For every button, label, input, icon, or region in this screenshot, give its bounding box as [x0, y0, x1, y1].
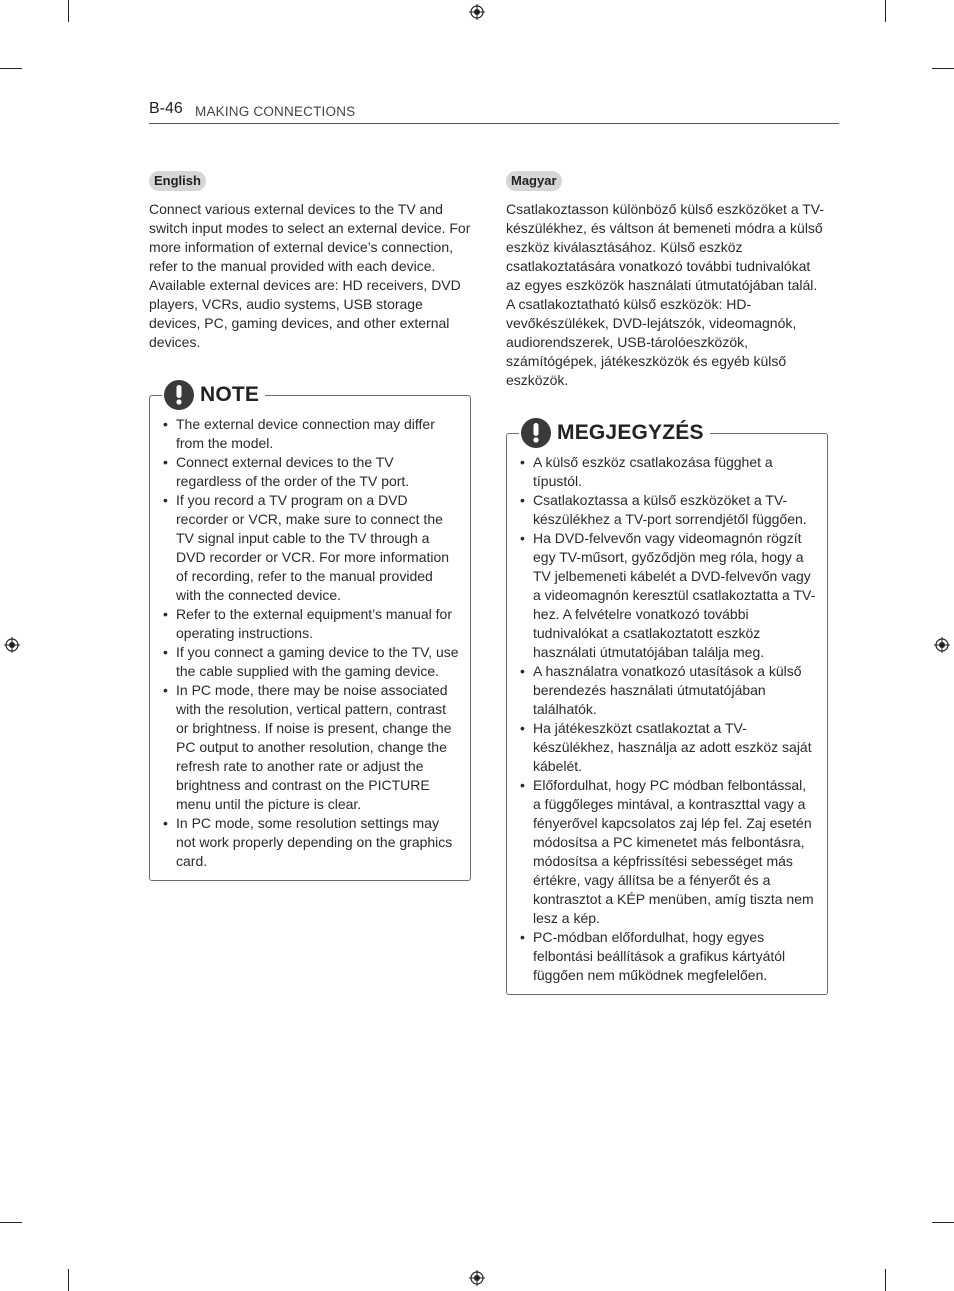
list-item: • A használatra vonatkozó utasítások a külső berendezés használati útmutatójában találhatók.: [533, 662, 817, 719]
list-item: • PC-módban előfordulhat, hogy egyes felbontási beállítások a grafikus kártyától függően nem működnek megfelelően.: [533, 928, 817, 985]
list-item: • If you record a TV program on a DVD recorder or VCR, make sure to connect the TV signal input cable to the TV through a DVD recorder or VCR. For more information of recording, refer to the manual provided with the connected device.: [176, 491, 460, 605]
note-list: [150, 415, 470, 871]
crop-mark: [0, 1222, 22, 1223]
intro-paragraph: Csatlakoztasson különböző külső eszközöket a TV-készülékhez, és váltson át bemeneti módra a külső eszköz kiválasztásához. Külső eszköz csatlakoztatására vonatkozó további tudnivalókat az egyes eszközök használati útmutatójában talál.: [506, 201, 825, 293]
note-list: [507, 453, 827, 985]
crop-mark: [68, 1269, 69, 1291]
list-item: • Connect external devices to the TV regardless of the order of the TV port.: [176, 453, 460, 491]
note-box: [506, 421, 828, 995]
exclamation-icon: [521, 418, 551, 448]
crop-mark: [885, 0, 886, 22]
exclamation-icon: [164, 380, 194, 410]
intro-paragraph: Available external devices are: HD receivers, DVD players, VCRs, audio systems, USB storage devices, PC, gaming devices, and other external devices.: [149, 277, 461, 350]
page-header: [149, 100, 839, 124]
list-item: • Refer to the external equipment’s manual for operating instructions.: [176, 605, 460, 643]
registration-mark-icon: [469, 4, 485, 20]
page-number: B-46: [149, 100, 183, 117]
crop-mark: [68, 0, 69, 22]
language-badge-magyar: Magyar: [506, 171, 562, 191]
intro-paragraph: A csatlakoztatható külső eszközök: HD-vevőkészülékek, DVD-lejátszók, videomagnók, audiorendszerek, USB-tárolóeszközök, számítógépek, játékeszközök és egyéb külső eszközök.: [506, 296, 797, 388]
registration-mark-icon: [4, 637, 20, 653]
note-box: [149, 383, 471, 881]
crop-mark: [885, 1269, 886, 1291]
list-item: • In PC mode, there may be noise associated with the resolution, vertical pattern, contrast or brightness. If noise is present, change the PC output to another resolution, change the refresh rate to another rate or adjust the brightness and contrast on the PICTURE menu until the picture is clear.: [176, 681, 460, 814]
crop-mark: [0, 68, 22, 69]
english-intro: [149, 200, 471, 352]
list-item: • If you connect a gaming device to the TV, use the cable supplied with the gaming device.: [176, 643, 460, 681]
note-header: [162, 379, 265, 411]
list-item: • Ha DVD-felvevőn vagy videomagnón rögzít egy TV-műsort, győződjön meg róla, hogy a TV jelbemeneti kábelét a DVD-felvevőn vagy a videomagnón keresztül csatlakoztatta a TV-hez. A felvételre vonatkozó további tudnivalókat a csatlakoztatott eszköz használati útmutatójában találja meg.: [533, 529, 817, 662]
note-title: NOTE: [200, 383, 260, 406]
list-item: • Ha játékeszközt csatlakoztat a TV-készülékhez, használja az adott eszköz saját kábelét.: [533, 719, 817, 776]
intro-paragraph: Connect various external devices to the TV and switch input modes to select an external device. For more information of external device’s connection, refer to the manual provided with each device.: [149, 201, 471, 274]
list-item: • The external device connection may differ from the model.: [176, 415, 460, 453]
english-column: [149, 171, 471, 881]
list-item: • Előfordulhat, hogy PC módban felbontással, a függőleges mintával, a kontraszttal vagy a fényerővel kapcsolatos zaj lép fel. Zaj esetén módosítsa a PC kimenetet más felbontásra, módosítsa a képfrissítési sebességet más értékre, vagy állítsa be a fényerőt és a kontrasztot a KÉP menüben, amíg tiszta nem lesz a kép.: [533, 776, 817, 928]
registration-mark-icon: [469, 1270, 485, 1286]
crop-mark: [932, 68, 954, 69]
list-item: • In PC mode, some resolution settings may not work properly depending on the graphics card.: [176, 814, 460, 871]
note-header: [519, 417, 710, 449]
note-title: MEGJEGYZÉS: [557, 421, 704, 444]
magyar-intro: [506, 200, 828, 390]
magyar-column: [506, 171, 828, 995]
list-item: • Csatlakoztassa a külső eszközöket a TV-készülékhez a TV-port sorrendjétől függően.: [533, 491, 817, 529]
section-title: MAKING CONNECTIONS: [195, 104, 356, 119]
registration-mark-icon: [934, 637, 950, 653]
crop-mark: [932, 1222, 954, 1223]
language-badge-english: English: [149, 171, 206, 191]
list-item: • A külső eszköz csatlakozása függhet a típustól.: [533, 453, 817, 491]
